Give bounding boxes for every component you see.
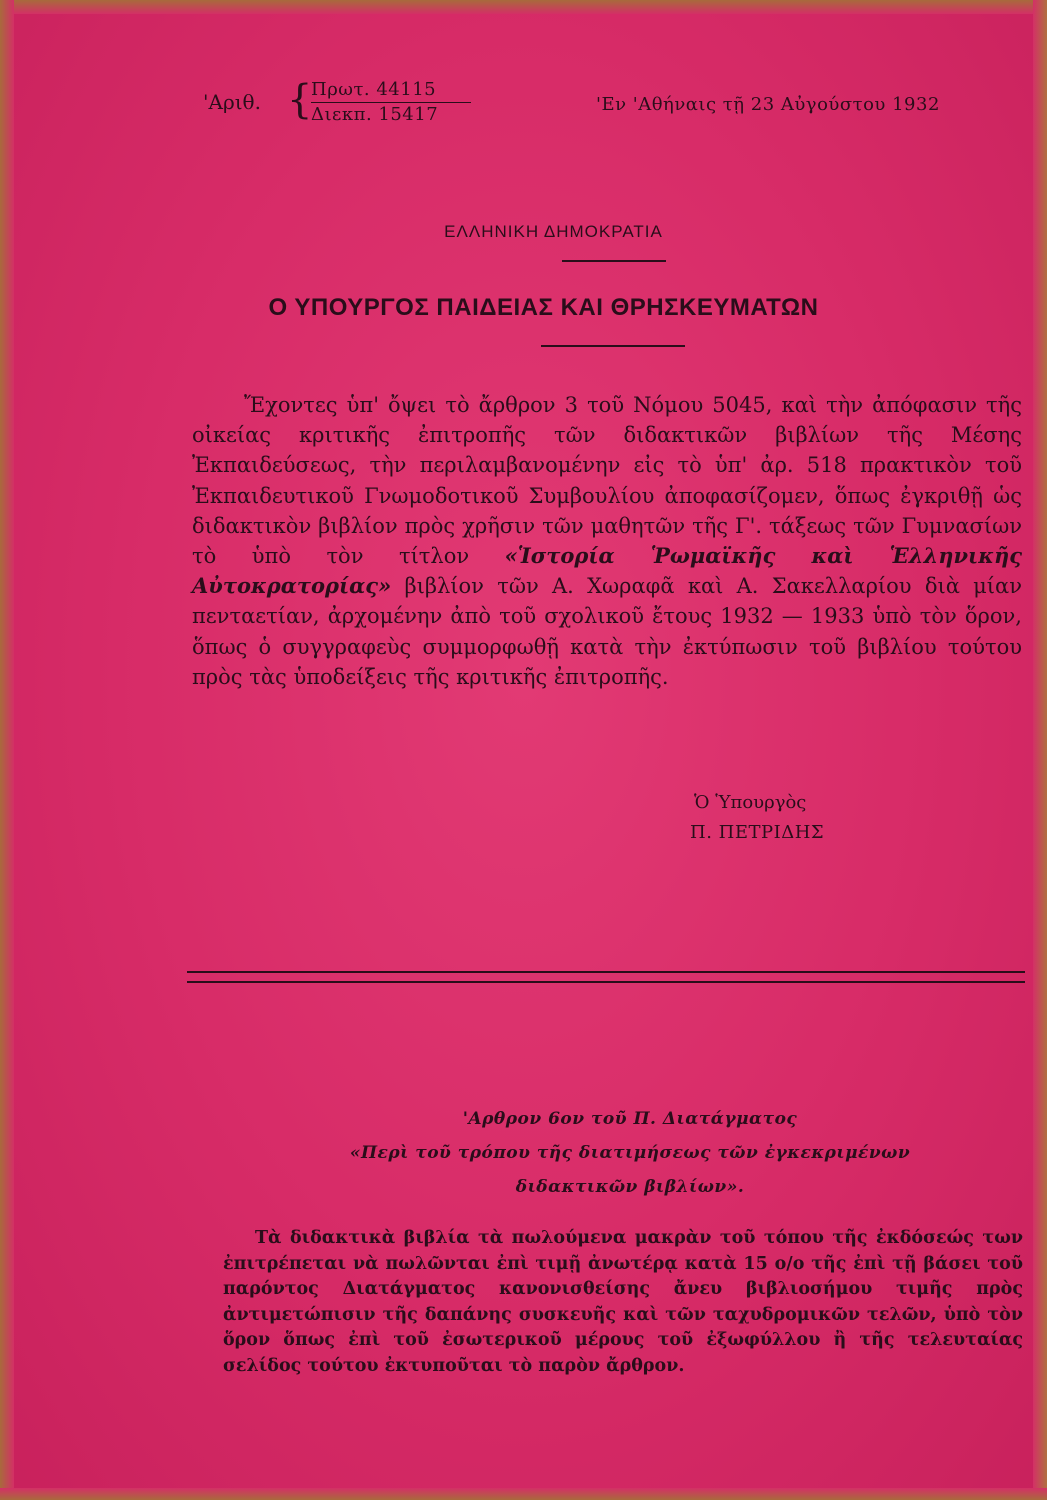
paper-edge-top [0, 0, 1047, 14]
reference-label: 'Αριθ. [203, 90, 261, 114]
heading-rule [562, 260, 666, 262]
decision-part-2: βιβλίον τῶν Α. Χωραφᾶ καὶ Α. Σακελλαρίου διὰ μίαν πενταετίαν, ἀρχομένην ἀπὸ τοῦ σχολικοῦ ἔτους 1932 — 1933 ὑπὸ τὸν ὅρον, ὅπως ὁ συγγραφεὺς συμμορφωθῇ κατὰ τὴν ἐκτύπωσιν τοῦ βιβλίου τούτου πρὸς τὰς ὑποδείξεις τῆς κριτικῆς ἐπιτροπῆς. [192, 574, 1022, 689]
title-rule [541, 345, 685, 347]
decision-paragraph [192, 390, 1022, 692]
section-divider-bottom [187, 981, 1025, 983]
protocol-number: Πρωτ. 44115 [311, 78, 471, 103]
decision-text [192, 390, 1022, 692]
article-heading-line-3: διδακτικῶν βιβλίων». [515, 1177, 745, 1197]
minister-title: Ο ΥΠΟΥΡΓΟΣ ΠΑΙΔΕΙΑΣ ΚΑΙ ΘΡΗΣΚΕΥΜΑΤΩΝ [268, 294, 819, 321]
reference-numbers [311, 78, 471, 127]
article-paragraph: Τὰ διδακτικὰ βιβλία τὰ πωλούμενα μακρὰν τοῦ τόπου τῆς ἐκδόσεώς των ἐπιτρέπεται νὰ πωλῶνται ἐπὶ τιμῇ ἀνωτέρᾳ κατὰ 15 ο/ο τῆς ἐπὶ τῇ βάσει τοῦ παρόντος Διατάγματος κανονισθείσης ἄνευ βιβλιοσήμου τιμῆς πρὸς ἀντιμετώπισιν τῆς δαπάνης συσκευῆς καὶ τῶν ταχυδρομικῶν τελῶν, ὑπὸ τὸν ὅρον ὅπως ἐπὶ τοῦ ἐσωτερικοῦ μέρους τοῦ ἐξωφύλλου ἢ τῆς τελευταίας σελίδος τούτου ἐκτυποῦται τὸ παρὸν ἄρθρον. [223, 1228, 1023, 1376]
dateline: 'Εν 'Αθήναις τῇ 23 Αὐγούστου 1932 [596, 94, 940, 115]
article-text [223, 1226, 1023, 1380]
article-heading-line-1: 'Αρθρον 6ον τοῦ Π. Διατάγματος [462, 1109, 798, 1129]
article-heading-line-2: «Περὶ τοῦ τρόπου τῆς διατιμήσεως τῶν ἐγκεκριμένων [349, 1143, 911, 1163]
article-heading [240, 1102, 1020, 1204]
decision-part-1: Ἔχοντες ὑπ' ὄψει τὸ ἄρθρον 3 τοῦ Νόμου 5045, καὶ τὴν ἀπόφασιν τῆς οἰκείας κριτικῆς ἐπιτροπῆς τῶν διδακτικῶν βιβλίων τῆς Μέσης Ἐκπαιδεύσεως, τὴν περιλαμβανομένην εἰς τὸ ὑπ' ἀρ. 518 πρακτικὸν τοῦ Ἐκπαιδευτικοῦ Γνωμοδοτικοῦ Συμβουλίου ἀποφασίζομεν, ὅπως ἐγκριθῇ ὡς διδακτικὸν βιβλίον πρὸς χρῆσιν τῶν μαθητῶν τῆς Γ'. τάξεως τῶν Γυμνασίων τὸ ὑπὸ τὸν τίτλον [192, 393, 1022, 569]
reference-brace: { [287, 77, 313, 123]
book-title: «Ἱστορία Ῥωμαϊκῆς καὶ Ἑλληνικῆς Αὐτοκρατορίας» [192, 543, 1022, 599]
signature-role: Ὁ Ὑπουργὸς [694, 792, 807, 813]
republic-heading: ΕΛΛΗΝΙΚΗ ΔΗΜΟΚΡΑΤΙΑ [444, 222, 663, 241]
paper-edge-bottom [0, 1488, 1047, 1500]
signature-block [690, 788, 824, 848]
dispatch-number: Διεκπ. 15417 [311, 104, 439, 125]
section-divider-top [187, 971, 1025, 973]
signature-name: Π. ΠΕΤΡΙΔΗΣ [690, 822, 825, 843]
